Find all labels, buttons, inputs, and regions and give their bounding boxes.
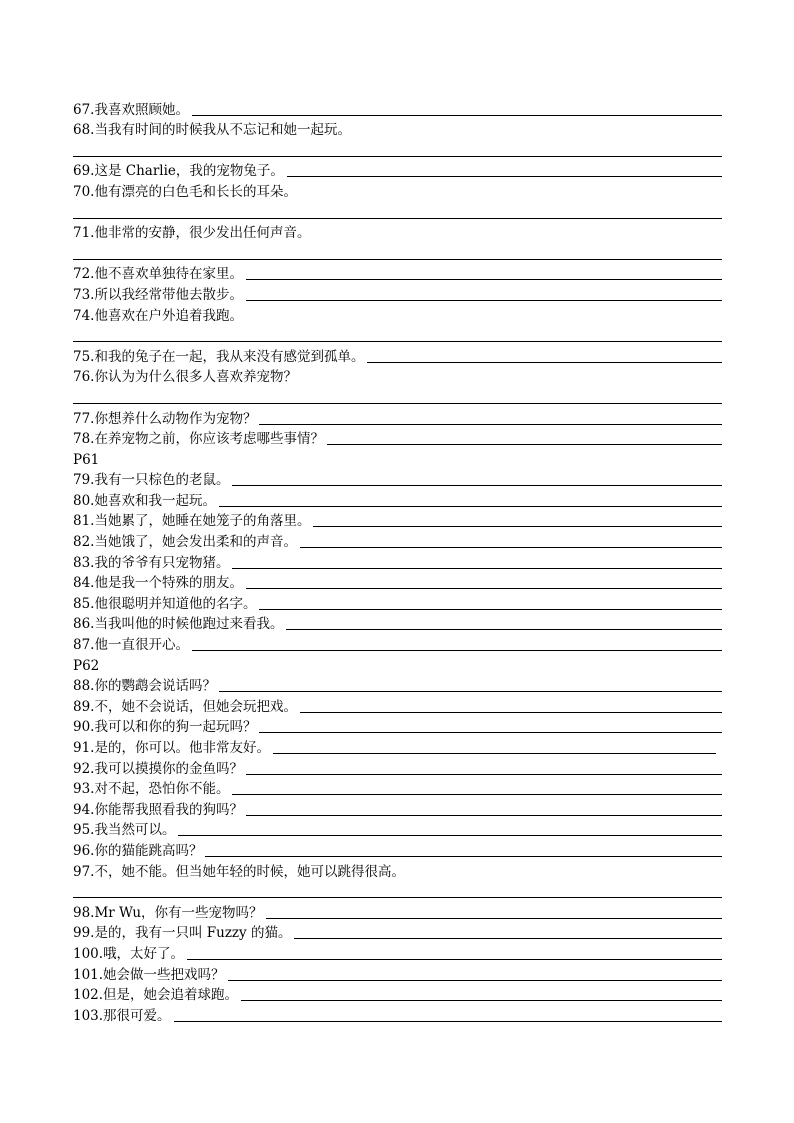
question-row — [73, 921, 722, 942]
question-text: 69.这是 Charlie，我的宠物兔子。 — [73, 163, 284, 180]
question-text: 100.哦，太好了。 — [73, 945, 185, 962]
question-row — [73, 488, 722, 509]
question-row — [73, 282, 722, 303]
question-text: 90.我可以和你的狗一起玩吗？ — [73, 719, 257, 736]
question-text: 71.他非常的安静，很少发出任何声音。 — [73, 225, 311, 242]
answer-blank[interactable] — [259, 609, 722, 610]
answer-blank[interactable] — [73, 218, 722, 219]
question-text: 89.不，她不会说话，但她会玩把戏。 — [73, 698, 297, 715]
question-text: 93.对不起，恐怕你不能。 — [73, 781, 230, 798]
page-marker — [73, 653, 722, 674]
question-row — [73, 365, 722, 386]
answer-blank[interactable] — [73, 156, 722, 157]
question-row — [73, 612, 722, 633]
question-text: 84.他是我一个特殊的朋友。 — [73, 575, 243, 592]
question-row — [73, 962, 722, 983]
answer-blank[interactable] — [73, 403, 722, 404]
question-row — [73, 97, 722, 118]
question-row — [73, 179, 722, 200]
question-row — [73, 344, 722, 365]
answer-line[interactable] — [73, 880, 722, 901]
answer-blank[interactable] — [266, 918, 722, 919]
answer-blank[interactable] — [192, 650, 722, 651]
question-row — [73, 591, 722, 612]
question-text: 80.她喜欢和我一起玩。 — [73, 492, 216, 509]
question-text: 70.他有漂亮的白色毛和长长的耳朵。 — [73, 183, 297, 200]
question-text: 101.她会做一些把戏吗？ — [73, 966, 225, 983]
question-row — [73, 529, 722, 550]
question-text: 73.所以我经常带他去散步。 — [73, 286, 243, 303]
answer-blank[interactable] — [246, 588, 722, 589]
answer-blank[interactable] — [241, 1000, 722, 1001]
question-row — [73, 221, 722, 242]
answer-blank[interactable] — [246, 279, 722, 280]
answer-blank[interactable] — [73, 341, 722, 342]
answer-blank[interactable] — [232, 485, 722, 486]
answer-line[interactable] — [73, 324, 722, 345]
question-text: 97.不，她不能。但当她年轻的时候，她可以跳得很高。 — [73, 863, 405, 880]
page-marker-label: P62 — [73, 657, 100, 674]
question-text: 96.你的猫能跳高吗？ — [73, 842, 203, 859]
answer-blank[interactable] — [246, 300, 722, 301]
question-row — [73, 715, 722, 736]
answer-line[interactable] — [73, 200, 722, 221]
question-row — [73, 118, 722, 139]
question-row — [73, 859, 722, 880]
answer-blank[interactable] — [219, 506, 722, 507]
question-row — [73, 818, 722, 839]
answer-blank[interactable] — [73, 897, 722, 898]
question-text: 74.他喜欢在户外追着我跑。 — [73, 307, 243, 324]
answer-blank[interactable] — [228, 980, 722, 981]
question-text: 78.在养宠物之前，你应该考虑哪些事情？ — [73, 431, 324, 448]
question-text: 98.Mr Wu，你有一些宠物吗？ — [73, 904, 263, 921]
question-row — [73, 1003, 722, 1024]
question-row — [73, 900, 722, 921]
answer-blank[interactable] — [367, 362, 722, 363]
answer-line[interactable] — [73, 241, 722, 262]
question-row — [73, 838, 722, 859]
answer-blank[interactable] — [205, 856, 722, 857]
question-text: 94.你能帮我照看我的狗吗？ — [73, 801, 243, 818]
question-text: 72.他不喜欢单独待在家里。 — [73, 266, 243, 283]
question-text: 102.但是，她会追着球跑。 — [73, 987, 239, 1004]
question-row — [73, 941, 722, 962]
answer-blank[interactable] — [174, 1021, 722, 1022]
answer-blank[interactable] — [246, 815, 722, 816]
question-row — [73, 797, 722, 818]
question-text: 67.我喜欢照顾她。 — [73, 101, 189, 118]
question-row — [73, 735, 722, 756]
answer-blank[interactable] — [287, 176, 722, 177]
answer-blank[interactable] — [286, 629, 722, 630]
answer-blank[interactable] — [192, 115, 722, 116]
question-text: 92.我可以摸摸你的金鱼吗？ — [73, 760, 243, 777]
question-row — [73, 571, 722, 592]
question-text: 77.你想养什么动物作为宠物？ — [73, 410, 257, 427]
answer-blank[interactable] — [327, 444, 722, 445]
question-row — [73, 550, 722, 571]
question-row — [73, 983, 722, 1004]
question-text: 103.那很可爱。 — [73, 1007, 171, 1024]
question-row — [73, 406, 722, 427]
question-row — [73, 777, 722, 798]
question-text: 79.我有一只棕色的老鼠。 — [73, 472, 230, 489]
question-row — [73, 427, 722, 448]
question-text: 99.是的，我有一只叫 Fuzzy 的猫。 — [73, 925, 292, 942]
question-text: 91.是的，你可以。他非常友好。 — [73, 740, 270, 756]
answer-blank[interactable] — [219, 691, 722, 692]
question-row — [73, 756, 722, 777]
question-row — [73, 632, 722, 653]
question-text: 82.当她饿了，她会发出柔和的声音。 — [73, 534, 297, 551]
question-row — [73, 674, 722, 695]
page-marker — [73, 447, 722, 468]
question-row — [73, 694, 722, 715]
answer-blank[interactable] — [187, 959, 722, 960]
question-text: 68.当我有时间的时候我从不忘记和她一起玩。 — [73, 122, 351, 139]
question-text: 86.当我叫他的时候他跑过来看我。 — [73, 616, 284, 633]
answer-blank[interactable] — [300, 712, 722, 713]
question-text: 88.你的鹦鹉会说话吗？ — [73, 678, 216, 695]
question-text: 87.他一直很开心。 — [73, 637, 189, 654]
question-text: 75.和我的兔子在一起，我从来没有感觉到孤单。 — [73, 348, 365, 365]
answer-blank[interactable] — [294, 938, 722, 939]
page-marker-label: P61 — [73, 451, 100, 468]
question-row — [73, 262, 722, 283]
answer-blank[interactable] — [300, 547, 722, 548]
answer-blank[interactable] — [232, 568, 722, 569]
answer-blank[interactable] — [273, 753, 716, 754]
question-row — [73, 159, 722, 180]
answer-blank[interactable] — [313, 526, 722, 527]
answer-blank[interactable] — [246, 774, 722, 775]
question-text: 95.我当然可以。 — [73, 822, 176, 839]
answer-blank[interactable] — [73, 259, 722, 260]
answer-blank[interactable] — [232, 794, 722, 795]
question-row — [73, 509, 722, 530]
question-row — [73, 468, 722, 489]
question-text: 83.我的爷爷有只宠物猪。 — [73, 554, 230, 571]
answer-blank[interactable] — [259, 732, 722, 733]
question-text: 76.你认为为什么很多人喜欢养宠物？ — [73, 369, 297, 386]
worksheet — [73, 97, 722, 1024]
answer-line[interactable] — [73, 385, 722, 406]
question-row — [73, 303, 722, 324]
question-text: 81.当她累了，她睡在她笼子的角落里。 — [73, 513, 311, 530]
answer-blank[interactable] — [178, 835, 722, 836]
answer-line[interactable] — [73, 138, 722, 159]
answer-blank[interactable] — [259, 424, 722, 425]
question-text: 85.他很聪明并知道他的名字。 — [73, 595, 257, 612]
